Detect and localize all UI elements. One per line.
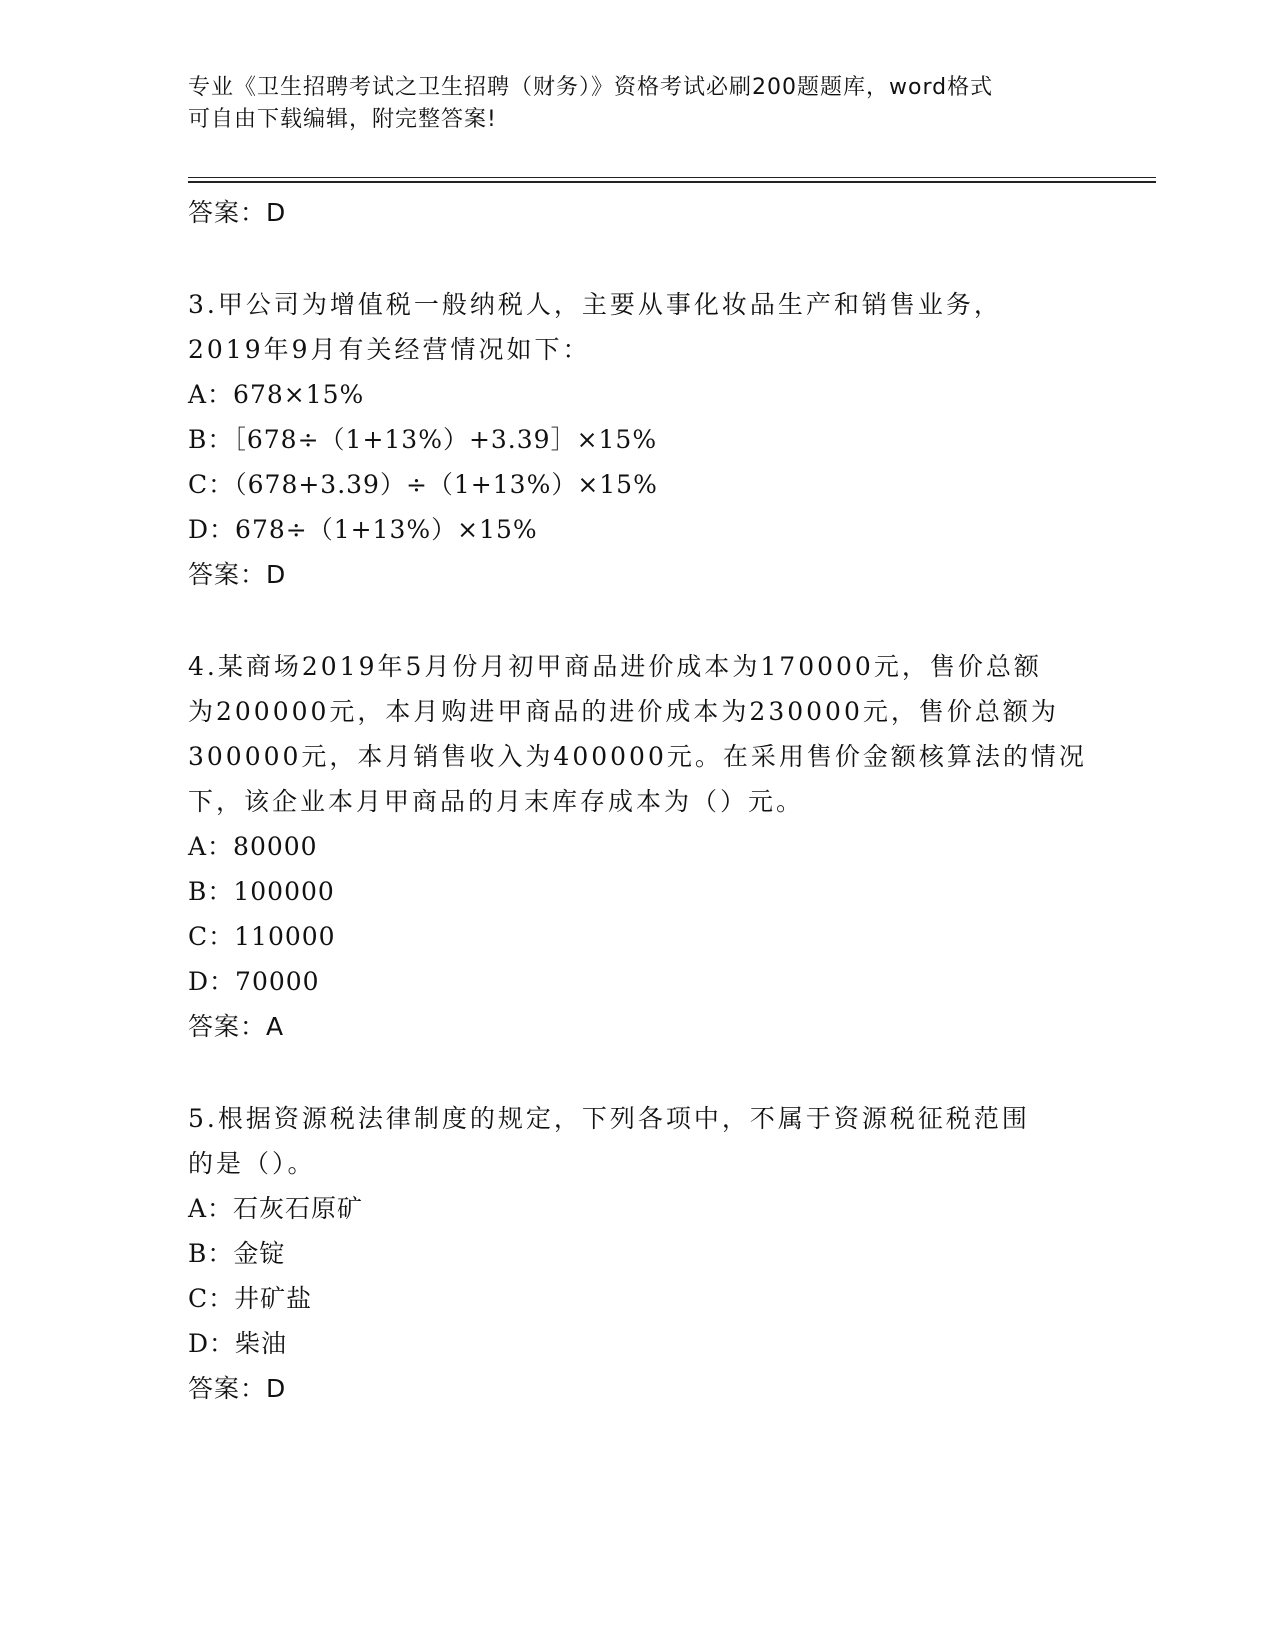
option-c: C：（678+3.39）÷（1+13%）×15% (188, 470, 658, 499)
question-4 (188, 644, 1088, 1049)
answer-line: 答案：D (188, 1374, 287, 1403)
document-body (188, 190, 1088, 1411)
question-stem-line: 4.某商场2019年5月份月初甲商品进价成本为170000元，售价总额 (188, 652, 1042, 681)
option-b: B：100000 (188, 877, 335, 906)
option-b: B：［678÷（1+13%）+3.39］×15% (188, 425, 658, 454)
option-b: B：金锭 (188, 1239, 286, 1268)
page-header (188, 72, 1068, 136)
question-stem-line: 3.甲公司为增值税一般纳税人，主要从事化妆品生产和销售业务， (188, 290, 1002, 319)
question-stem-line: 300000元，本月销售收入为400000元。在采用售价金额核算法的情况 (188, 742, 1087, 771)
answer-line: 答案：D (188, 560, 287, 589)
option-a: A：80000 (188, 832, 318, 861)
question-3 (188, 282, 1088, 597)
header-divider-thick (188, 181, 1156, 183)
question-stem-line: 为200000元，本月购进甲商品的进价成本为230000元，售价总额为 (188, 697, 1059, 726)
header-divider-thin (188, 177, 1156, 178)
option-d: D：70000 (188, 967, 320, 996)
option-d: D：柴油 (188, 1329, 288, 1358)
answer-line: 答案：D (188, 198, 287, 227)
question-stem-line: 5.根据资源税法律制度的规定，下列各项中，不属于资源税征税范围 (188, 1104, 1030, 1133)
question-stem-line: 2019年9月有关经营情况如下： (188, 335, 591, 364)
question-5 (188, 1096, 1088, 1411)
answer-line: 答案：A (188, 1012, 285, 1041)
question-stem-line: 下，该企业本月甲商品的月末库存成本为（）元。 (188, 787, 805, 816)
option-c: C：井矿盐 (188, 1284, 313, 1313)
option-d: D：678÷（1+13%）×15% (188, 515, 538, 544)
option-a: A：678×15% (188, 380, 365, 409)
header-line-1: 专业《卫生招聘考试之卫生招聘（财务）》资格考试必刷200题题库，word格式 (188, 75, 994, 100)
option-a: A：石灰石原矿 (188, 1194, 364, 1223)
question-stem-line: 的是（）。 (188, 1149, 316, 1178)
header-line-2: 可自由下载编辑，附完整答案! (188, 107, 497, 132)
option-c: C：110000 (188, 922, 336, 951)
